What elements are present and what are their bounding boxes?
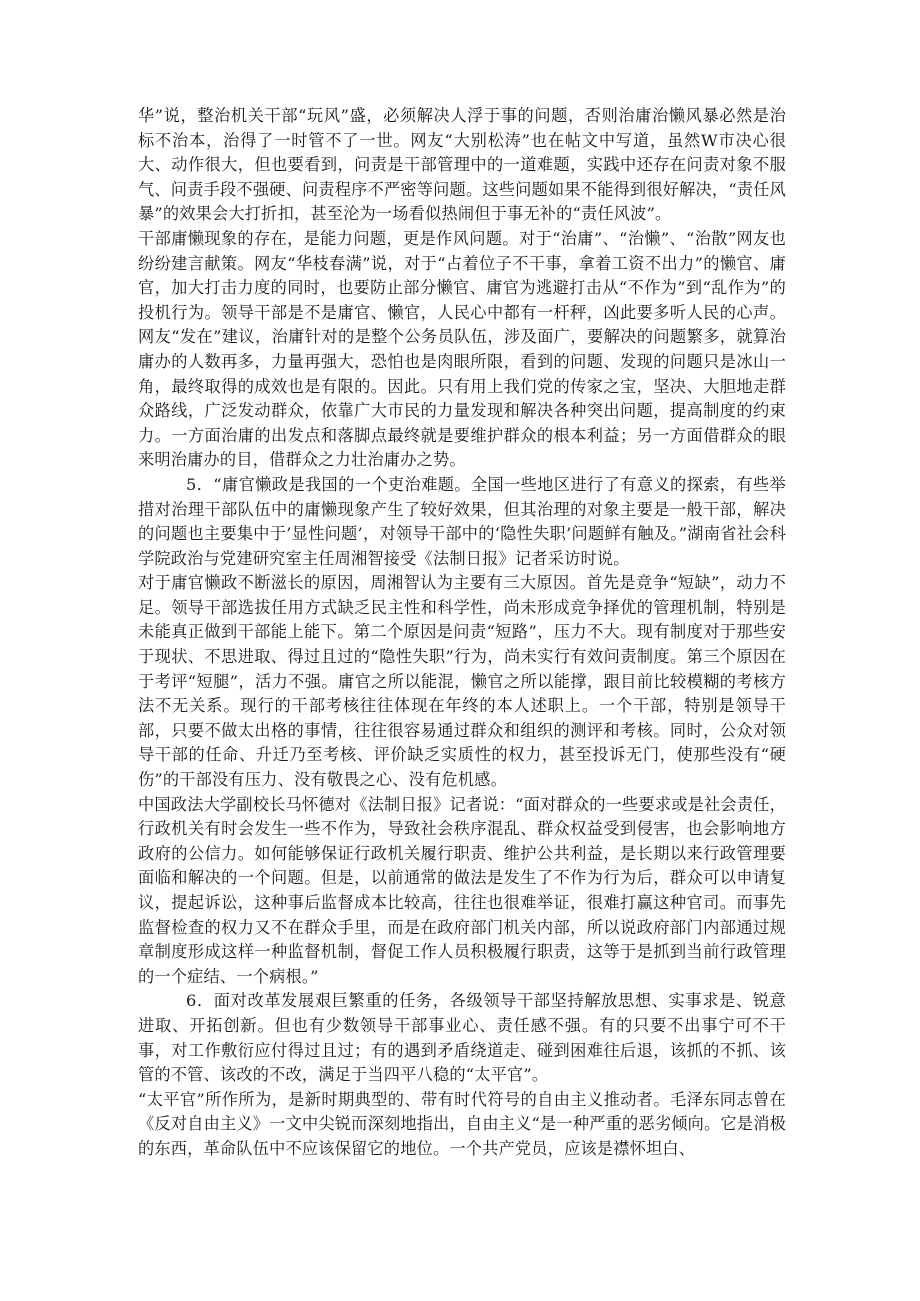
paragraph-2: 干部庸懒现象的存在，是能力问题，更是作风问题。对于“治庸”、“治懒”、“治散”网友也纷纷建言献策。网友“华枝春满”说，对于“占着位子不干事，拿着工资不出力”的懒官、庸官，加大打击力度的同时，也要防止部分懒官、庸官为逃避打击从“不作为”到“乱作为”的投机行为。领导干部是不是庸官、懒官，人民心中都有一杆秤，凶此要多听人民的心声。网友“发在”建议，治庸针对的是整个公务员队伍，涉及面广，要解决的问题繁多，就算治庸办的人数再多，力量再强大，恐怕也是肉眼所限，看到的问题、发现的问题只是冰山一角，最终取得的成效也是有限的。因此。只有用上我们党的传家之宝，坚决、大胆地走群众路线，广泛发动群众，依靠广大市民的力量发现和解决各种突出问题，提高制度的约束力。一方面治庸的出发点和落脚点最终就是要维护群众的根本利益；另一方面借群众的眼来明治庸办的目，借群众之力壮治庸办之势。 — [138, 228, 786, 470]
document-page — [138, 104, 786, 1162]
paragraph-1: 华”说，整治机关干部“玩风”盛，必须解决人浮于事的问题，否则治庸治懒风暴必然是治标不治本，治得了一时管不了一世。网友“大别松涛”也在帖文中写道，虽然W市决心很大、动作很大，但也要看到，问责是干部管理中的一道难题，实践中还存在问责对象不服气、问责手段不强硬、问责程序不严密等问题。这些问题如果不能得到很好解决，“责任风暴”的效果会大打折扣，甚至沦为一场看似热闹但于事无补的“责任风波”。 — [138, 106, 786, 224]
paragraph-4: 对于庸官懒政不断滋长的原因，周湘智认为主要有三大原因。首先是竞争“短缺”，动力不足。领导干部选拔任用方式缺乏民主性和科学性，尚未形成竞争择优的管理机制，特别是未能真正做到干部能上能下。第二个原因是问责“短路”，压力不大。现有制度对于那些安于现状、不思进取、得过且过的“隐性失职”行为，尚未实行有效问责制度。第三个原因在于考评“短腿”，活力不强。庸官之所以能混，懒官之所以能撑，跟目前比较模糊的考核方法不无关系。现行的干部考核往往体现在年终的本人述职上。一个干部，特别是领导干部，只要不做太出格的事情，往往很容易通过群众和组织的测评和考核。同时，公众对领导干部的任命、升迁乃至考核、评价缺乏实质性的权力，甚至投诉无门，使那些没有“硬伤”的干部没有压力、没有敬畏之心、没有危机感。 — [138, 573, 786, 790]
paragraph-7: “太平官”所作所为，是新时期典型的、带有时代符号的自由主义推动者。毛泽东同志曾在《反对自由主义》一文中尖锐而深刻地指出，自由主义“是一种严重的恶劣倾向。它是消极的东西，革命队伍中不应该保留它的地位。一个共产党员，应该是襟怀坦白、 — [138, 1089, 786, 1158]
paragraph-6-item-6: 6．面对改革发展艰巨繁重的任务，各级领导干部坚持解放思想、实事求是、锐意进取、开拓创新。但也有少数领导干部事业心、责任感不强。有的只要不出事宁可不干事，对工作敷衍应付得过且过；有的遇到矛盾绕道走、碰到困难往后退，该抓的不抓、该管的不管、该改的不改，满足于当四平八稳的“太平官”。 — [138, 991, 786, 1085]
paragraph-3-item-5: 5．“庸官懒政是我国的一个吏治难题。全国一些地区进行了有意义的探索，有些举措对治理干部队伍中的庸懒现象产生了较好效果，但其治理的对象主要是一般干部，解决的问题也主要集中于’显性问题’，对领导干部中的‘隐性失职’问题鲜有触及。”湖南省社会科学院政治与党建研究室主任周湘智接受《法制日报》记者采访时说。 — [138, 474, 786, 568]
paragraph-5: 中国政法大学副校长马怀德对《法制日报》记者说：“面对群众的一些要求或是社会责任，行政机关有时会发生一些不作为，导致社会秩序混乱、群众权益受到侵害，也会影响地方政府的公信力。如何能够保证行政机关履行职责、维护公共利益，是长期以来行政管理要面临和解决的一个问题。但是，以前通常的做法是发生了不作为行为后，群众可以申请复议，提起诉讼，这种事后监督成本比较高，往往也很难举证，很难打赢这种官司。而事先监督检查的权力又不在群众手里，而是在政府部门机关内部，所以说政府部门内部通过规章制度形成这样一种监督机制，督促工作人员积极履行职责，这等于是抓到当前行政管理的一个症结、一个病根。” — [138, 794, 786, 986]
